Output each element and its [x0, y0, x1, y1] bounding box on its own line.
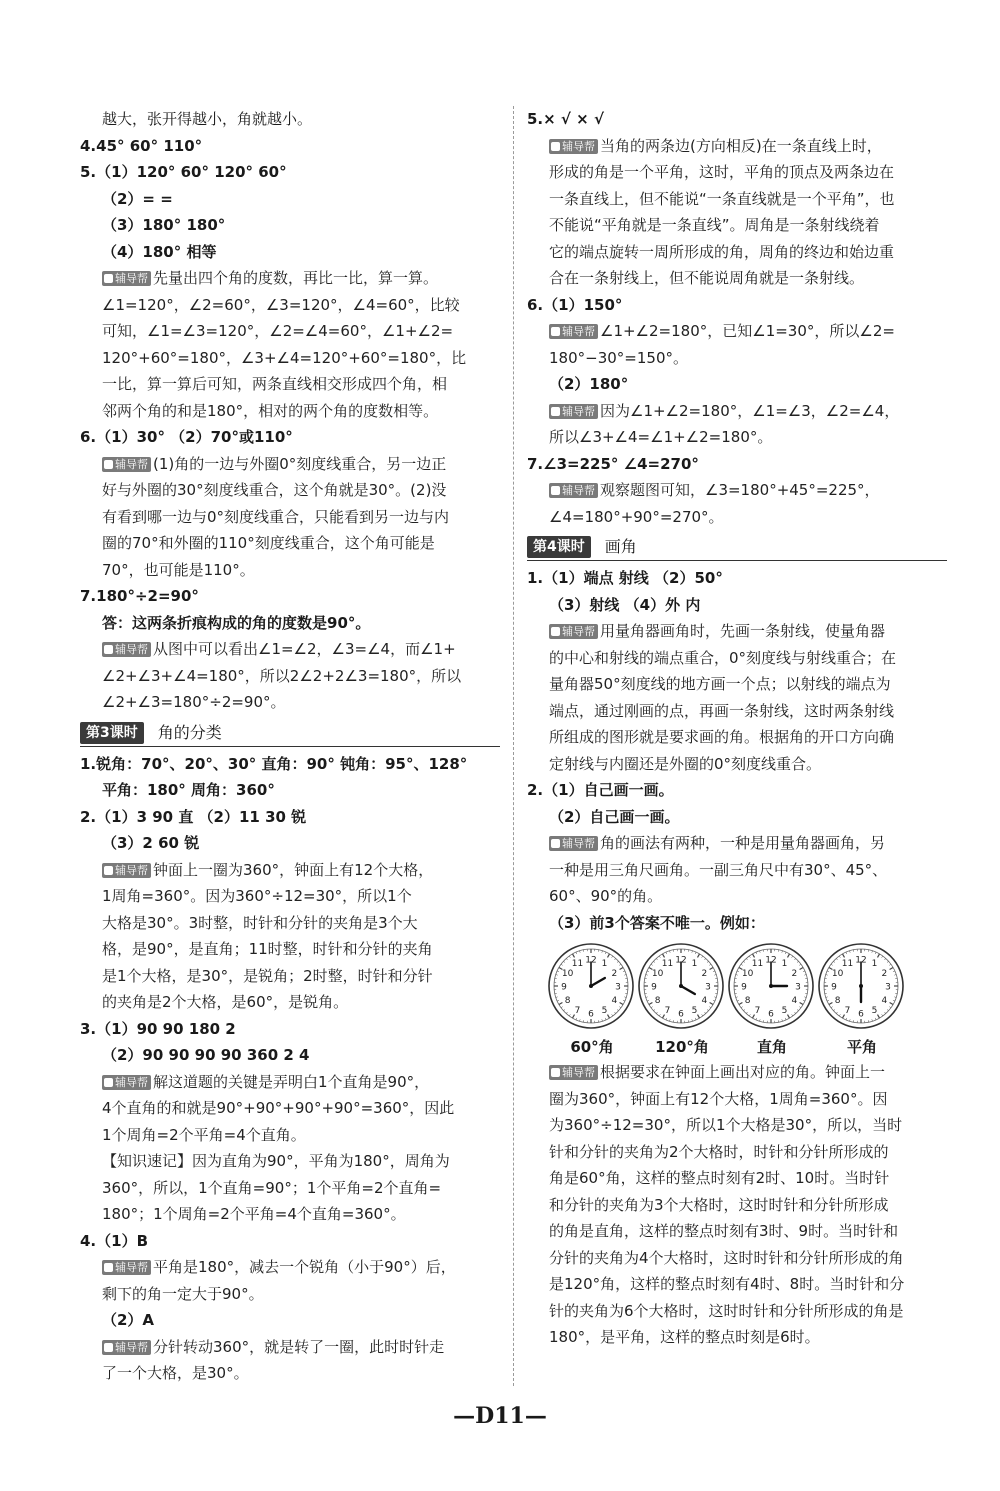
svg-text:2: 2 — [791, 969, 798, 979]
explanation-line: 辅导帮 因为∠1+∠2=180°，∠1=∠3，∠2=∠4， — [527, 398, 947, 425]
clock-label: 120°角 — [655, 1038, 709, 1056]
clock-label: 直角 — [756, 1038, 787, 1056]
helper-icon — [104, 866, 113, 875]
column-divider — [513, 106, 514, 1386]
svg-text:3: 3 — [705, 982, 711, 993]
helper-icon — [551, 627, 560, 636]
explanation-line: 辅导帮 钟面上一圈为360°，钟面上有12个大格， — [80, 857, 500, 884]
answer-line: 答：这两条折痕构成的角的度数是90°。 — [102, 613, 371, 632]
answer-line: 5.（1）120° 60° 120° 60° — [80, 163, 287, 181]
explanation-line: 辅导帮 角的画法有两种，一种是用量角器画角，另 — [527, 830, 947, 857]
lesson-number: 第3课时 — [80, 722, 144, 744]
lesson-number: 第4课时 — [527, 536, 591, 558]
helper-badge: 辅导帮 — [549, 836, 598, 851]
helper-icon — [551, 486, 560, 495]
answer-line: （2）A — [102, 1311, 155, 1329]
answer-line: 3.（1）90 90 180 2 — [80, 1019, 236, 1038]
explanation-line: 辅导帮 根据要求在钟面上画出对应的角。钟面上一 — [527, 1059, 947, 1086]
explanation-line: 辅导帮 平角是180°，减去一个锐角（小于90°）后， — [80, 1254, 500, 1281]
page-number: —D11— — [453, 1403, 547, 1429]
svg-text:6: 6 — [858, 1009, 864, 1020]
helper-badge: 辅导帮 — [102, 1075, 151, 1090]
helper-icon — [104, 645, 113, 654]
helper-badge: 辅导帮 — [549, 483, 598, 498]
svg-text:9: 9 — [651, 982, 657, 993]
svg-text:10: 10 — [651, 969, 664, 979]
helper-badge: 辅导帮 — [102, 1260, 151, 1275]
explanation-line: 好与外圈的30°刻度线重合，这个角就是30°。(2)没 — [102, 481, 447, 499]
svg-text:11: 11 — [571, 959, 584, 970]
lesson-title: 画角 — [604, 537, 637, 556]
explanation-line: 不能说“平角就是一条直线”。周角是一条射线绕着 — [549, 216, 880, 234]
svg-text:4: 4 — [881, 996, 888, 1006]
answer-line: 1.锐角：70°、20°、30° 直角：90° 钝角：95°、128° — [80, 754, 468, 773]
svg-text:9: 9 — [741, 982, 747, 993]
answer-line: （2）180° — [549, 375, 629, 393]
svg-text:10: 10 — [741, 969, 754, 979]
answer-line: 6.（1）30° （2）70°或110° — [80, 428, 293, 446]
answer-line: （3）2 60 锐 — [102, 834, 200, 852]
helper-badge: 辅导帮 — [549, 324, 598, 339]
answer-line: （4）180° 相等 — [102, 242, 217, 261]
svg-text:6: 6 — [588, 1009, 594, 1020]
answer-line: 平角：180° 周角：360° — [102, 781, 275, 799]
svg-text:12: 12 — [585, 955, 597, 966]
explanation-line: 180°，是平角，这样的整点时刻是6时。 — [549, 1328, 820, 1346]
explanation-line: 的角是直角，这样的整点时刻有3时、9时。当时针和 — [549, 1222, 899, 1240]
explanation-line: 1周角=360°。因为360°÷12=30°，所以1个 — [102, 887, 412, 905]
svg-text:12: 12 — [765, 955, 777, 966]
explanation-line: 120°+60°=180°，∠3+∠4=120°+60°=180°，比 — [102, 348, 467, 367]
svg-text:2: 2 — [701, 969, 708, 979]
helper-icon — [551, 839, 560, 848]
svg-text:8: 8 — [654, 996, 661, 1006]
helper-badge: 辅导帮 — [549, 1065, 598, 1080]
lesson-header — [80, 722, 500, 747]
helper-badge: 辅导帮 — [102, 457, 151, 472]
helper-icon — [104, 1078, 113, 1087]
explanation-line: 的中心和射线的端点重合，0°刻度线与射线重合；在 — [549, 648, 897, 667]
right-column — [527, 106, 947, 1351]
svg-text:2: 2 — [611, 969, 618, 979]
explanation-line: 1个周角=2个平角=4个直角。 — [102, 1125, 306, 1144]
explanation-line: 辅导帮 ∠1+∠2=180°，已知∠1=30°，所以∠2= — [527, 318, 947, 345]
svg-text:12: 12 — [675, 955, 687, 966]
explanation-line: 圈为360°，钟面上有12个大格，1周角=360°。因 — [549, 1089, 888, 1108]
clock-label: 60°角 — [570, 1038, 614, 1056]
explanation-line: 60°、90°的角。 — [549, 887, 663, 905]
svg-text:5: 5 — [871, 1005, 878, 1016]
answer-line: 2.（1）3 90 直 （2）11 30 锐 — [80, 807, 307, 826]
helper-badge: 辅导帮 — [102, 271, 151, 286]
svg-text:2: 2 — [881, 969, 888, 979]
explanation-line: 是1个大格，是30°，是锐角；2时整，时针和分针 — [102, 966, 433, 985]
svg-text:7: 7 — [844, 1005, 851, 1016]
svg-text:10: 10 — [561, 969, 574, 979]
helper-badge: 辅导帮 — [549, 404, 598, 419]
helper-badge: 辅导帮 — [549, 139, 598, 154]
svg-text:10: 10 — [831, 969, 844, 979]
explanation-line: 可知，∠1=∠3=120°，∠2=∠4=60°，∠1+∠2= — [102, 322, 454, 340]
explanation-line: 定射线与内圈还是外圈的0°刻度线重合。 — [549, 754, 822, 773]
answer-line: （3）射线 （4）外 内 — [549, 595, 701, 614]
explanation-line: 了一个大格，是30°。 — [102, 1364, 249, 1382]
left-column — [80, 106, 500, 1387]
explanation-line: 辅导帮 先量出四个角的度数，再比一比，算一算。 — [80, 265, 500, 292]
explanation-line: 所组成的图形就是要求画的角。根据角的开口方向确 — [549, 728, 895, 746]
explanation-line: 辅导帮 解这道题的关键是弄明白1个直角是90°， — [80, 1069, 500, 1096]
explanation-line: 分针的夹角为4个大格时，这时时针和分针所形成的角 — [549, 1248, 904, 1267]
explanation-line: 剩下的角一定大于90°。 — [102, 1284, 264, 1303]
svg-text:9: 9 — [831, 982, 837, 993]
answer-line: 5.× √ × √ — [527, 110, 604, 128]
explanation-line: 它的端点旋转一周所形成的角，周角的终边和始边重 — [549, 242, 895, 261]
svg-text:7: 7 — [664, 1005, 671, 1016]
clock-label-row — [547, 1036, 947, 1057]
svg-text:5: 5 — [781, 1005, 788, 1016]
explanation-line: 形成的角是一个平角，这时，平角的顶点及两条边在 — [549, 163, 895, 181]
explanation-line: 圈的70°和外圈的110°刻度线重合，这个角可能是 — [102, 534, 435, 552]
explanation-line: 合在一条射线上，但不能说周角就是一条射线。 — [549, 269, 865, 287]
svg-text:3: 3 — [615, 982, 621, 993]
explanation-line: ∠2+∠3=180°÷2=90°。 — [102, 693, 286, 711]
explanation-line: 角是60°角，这样的整点时刻有2时、10时。当时针 — [549, 1169, 890, 1187]
clock-face-icon — [637, 942, 725, 1030]
helper-badge: 辅导帮 — [102, 1340, 151, 1355]
svg-text:1: 1 — [691, 959, 698, 970]
explanation-line: 辅导帮 (1)角的一边与外圈0°刻度线重合，另一边正 — [80, 451, 500, 478]
svg-text:5: 5 — [691, 1005, 698, 1016]
svg-text:4: 4 — [701, 996, 708, 1006]
answer-line: 7.∠3=225° ∠4=270° — [527, 454, 699, 473]
answer-line: （3）前3个答案不唯一。例如： — [549, 913, 765, 932]
lesson-title: 角的分类 — [157, 722, 222, 742]
helper-icon — [551, 327, 560, 336]
explanation-line: 辅导帮 当角的两条边(方向相反)在一条直线上时， — [527, 133, 947, 160]
helper-badge: 辅导帮 — [102, 863, 151, 878]
explanation-line: 邻两个角的和是180°，相对的两个角的度数相等。 — [102, 401, 439, 420]
explanation-line: 一种是用三角尺画角。一副三角尺中有30°、45°、 — [549, 860, 888, 879]
text-line: 越大，张开得越小，角就越小。 — [102, 110, 313, 128]
clock-face-icon — [547, 942, 635, 1030]
svg-text:4: 4 — [611, 996, 618, 1006]
answer-line: 6.（1）150° — [527, 295, 623, 314]
helper-icon — [104, 1343, 113, 1352]
answer-line: 4.（1）B — [80, 1231, 149, 1250]
clock-row — [547, 942, 947, 1030]
svg-text:4: 4 — [791, 996, 798, 1006]
svg-text:11: 11 — [661, 959, 674, 970]
svg-text:8: 8 — [564, 996, 571, 1006]
answer-line: 2.（1）自己画一画。 — [527, 781, 674, 799]
explanation-line: 是120°角，这样的整点时刻有4时、8时。当时针和分 — [549, 1275, 905, 1293]
answer-line: 7.180°÷2=90° — [80, 587, 199, 605]
explanation-line: 辅导帮 观察题图可知，∠3=180°+45°=225°， — [527, 477, 947, 504]
svg-text:11: 11 — [841, 959, 854, 970]
svg-text:9: 9 — [561, 982, 567, 993]
explanation-line: 一条直线上，但不能说“一条直线就是一个平角”，也 — [549, 189, 895, 208]
explanation-line: 4个直角的和就是90°+90°+90°+90°=360°，因此 — [102, 1099, 455, 1117]
explanation-line: ∠1=120°，∠2=60°，∠3=120°，∠4=60°，比较 — [102, 295, 460, 314]
explanation-line: 针的夹角为6个大格时，这时时针和分针所形成的角是 — [549, 1301, 904, 1320]
explanation-line: 有看到哪一边与0°刻度线重合，只能看到另一边与内 — [102, 507, 450, 526]
helper-badge: 辅导帮 — [102, 642, 151, 657]
explanation-line: 70°，也可能是110°。 — [102, 560, 255, 579]
explanation-line: 所以∠3+∠4=∠1+∠2=180°。 — [549, 428, 773, 446]
explanation-line: 【知识速记】因为直角为90°，平角为180°，周角为 — [102, 1152, 450, 1170]
helper-badge: 辅导帮 — [549, 624, 598, 639]
helper-icon — [104, 274, 113, 283]
answer-line: （2）自己画一画。 — [549, 807, 680, 826]
svg-text:6: 6 — [678, 1009, 684, 1020]
explanation-line: 一比，算一算后可知，两条直线相交形成四个角，相 — [102, 375, 448, 393]
explanation-line: 辅导帮 从图中可以看出∠1=∠2，∠3=∠4，而∠1+ — [80, 636, 500, 663]
explanation-line: ∠2+∠3+∠4=180°，所以2∠2+2∠3=180°，所以 — [102, 666, 462, 685]
explanation-line: 针和分针的夹角为2个大格时，时针和分针所形成的 — [549, 1142, 889, 1161]
explanation-line: ∠4=180°+90°=270°。 — [549, 507, 724, 526]
helper-icon — [551, 142, 560, 151]
svg-text:6: 6 — [768, 1009, 774, 1020]
answer-line: 4.45° 60° 110° — [80, 136, 203, 155]
svg-text:1: 1 — [781, 959, 788, 970]
explanation-line: 端点，通过刚画的点，再画一条射线，这时两条射线 — [549, 701, 895, 720]
svg-text:12: 12 — [855, 955, 867, 966]
helper-icon — [551, 1068, 560, 1077]
explanation-line: 360°，所以，1个直角=90°；1个平角=2个直角= — [102, 1178, 442, 1197]
explanation-line: 量角器50°刻度线的地方画一个点；以射线的端点为 — [549, 675, 891, 693]
svg-text:7: 7 — [574, 1005, 581, 1016]
helper-icon — [104, 460, 113, 469]
svg-text:11: 11 — [751, 959, 764, 970]
svg-text:7: 7 — [754, 1005, 761, 1016]
svg-text:3: 3 — [885, 982, 891, 993]
explanation-line: 格，是90°，是直角；11时整，时针和分针的夹角 — [102, 940, 433, 958]
explanation-line: 180°−30°=150°。 — [549, 348, 688, 367]
helper-icon — [551, 407, 560, 416]
clock-face-icon — [817, 942, 905, 1030]
explanation-line: 为360°÷12=30°，所以1个大格是30°，所以，当时 — [549, 1116, 903, 1134]
explanation-line: 的夹角是2个大格，是60°，是锐角。 — [102, 993, 349, 1011]
svg-text:3: 3 — [795, 982, 801, 993]
svg-text:8: 8 — [744, 996, 751, 1006]
svg-text:5: 5 — [601, 1005, 608, 1016]
helper-icon — [104, 1263, 113, 1272]
explanation-line: 辅导帮 用量角器画角时，先画一条射线，使量角器 — [527, 618, 947, 645]
svg-text:1: 1 — [871, 959, 878, 970]
svg-text:8: 8 — [834, 996, 841, 1006]
explanation-line: 辅导帮 分针转动360°，就是转了一圈，此时时针走 — [80, 1334, 500, 1361]
explanation-line: 大格是30°。3时整，时针和分针的夹角是3个大 — [102, 913, 418, 932]
lesson-header — [527, 536, 947, 561]
explanation-line: 180°；1个周角=2个平角=4个直角=360°。 — [102, 1205, 406, 1223]
answer-line: （3）180° 180° — [102, 216, 226, 234]
answer-line: （2）= = — [102, 189, 173, 208]
answer-line: （2）90 90 90 90 360 2 4 — [102, 1046, 310, 1064]
svg-text:1: 1 — [601, 959, 608, 970]
answer-line: 1.（1）端点 射线 （2）50° — [527, 569, 723, 587]
clock-label: 平角 — [846, 1038, 877, 1056]
explanation-line: 和分针的夹角为3个大格时，这时时针和分针所形成 — [549, 1195, 889, 1214]
clock-face-icon — [727, 942, 815, 1030]
